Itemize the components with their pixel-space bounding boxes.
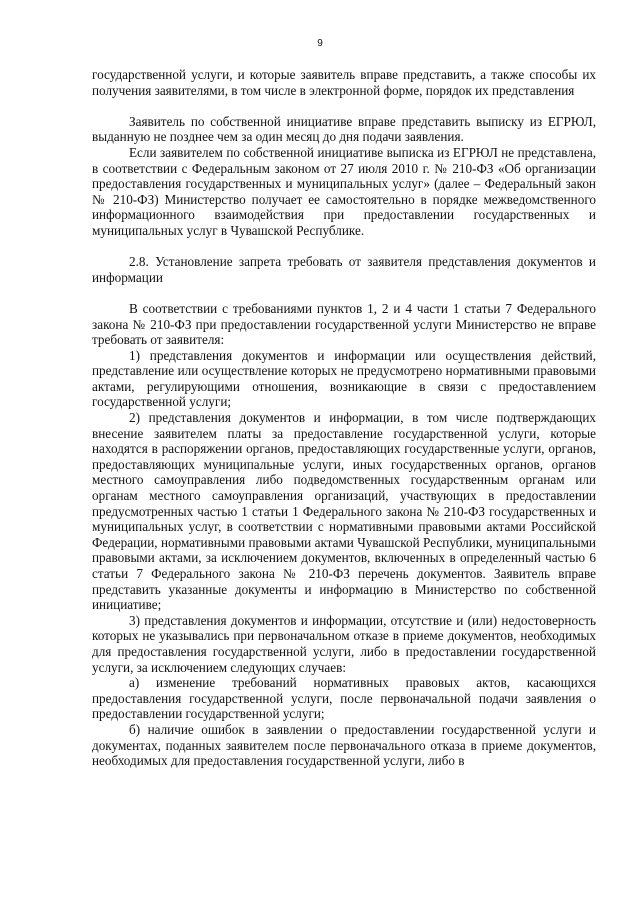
list-item-3: 3) представления документов и информации, отсутствие и (или) недостоверность которых не указывались при первоначальном отказе в приеме документов, необходимых для предоставления государственной услуги, либо в предоставлении государственной услуги, за исключением следующих случаев: bbox=[92, 612, 596, 675]
page-number: 9 bbox=[317, 38, 323, 49]
list-item-3a: а) изменение требований нормативных правовых актов, касающихся предоставления государственной услуги, после первоначальной подачи заявления о предоставлении государственной услуги; bbox=[92, 675, 596, 722]
paragraph-egrul-ministry: Если заявителем по собственной инициативе выписка из ЕГРЮЛ не представлена, в соответствии с Федеральным законом от 27 июля 2010 г. № 210-ФЗ «Об организации предоставления государственных и муниципальных услуг» (далее – Федеральный закон № 210-ФЗ) Министерство получает ее самостоятельно в порядке межведомственного информационного взаимодействия при предоставлении государственных и муниципальных услуг в Чувашской Республике. bbox=[92, 144, 596, 238]
section-heading-2-8: 2.8. Установление запрета требовать от заявителя представления документов и информации bbox=[92, 254, 596, 285]
list-item-2: 2) представления документов и информации, в том числе подтверждающих внесение заявителем платы за предоставление государственной услуги, которые находятся в распоряжении органов, предоставляющих государственные услуги, органов, предоставляющих муниципальные услуги, иных государственных органов, органов местного самоуправления либо подведомственных государственным органам или органам местного самоуправления организаций, участвующих в предоставлении предусмотренных частью 1 статьи 1 Федерального закона № 210-ФЗ государственных и муниципальных услуг, в соответствии с нормативными правовыми актами Российской Федерации, нормативными правовыми актами Чувашской Республики, муниципальными правовыми актами, за исключением документов, включенных в определенный частью 6 статьи 7 Федерального закона № 210-ФЗ перечень документов. Заявитель вправе представить указанные документы и информацию в Министерство по собственной инициативе; bbox=[92, 410, 596, 613]
paragraph-heading-continuation: государственной услуги, и которые заявитель вправе представить, а также способы их получения заявителями, в том числе в электронной форме, порядок их представления bbox=[92, 67, 596, 98]
paragraph-egrul-initiative: Заявитель по собственной инициативе вправе представить выписку из ЕГРЮЛ, выданную не позднее чем за один месяц до дня подачи заявления. bbox=[92, 113, 596, 145]
paragraph-requirements-intro: В соответствии с требованиями пунктов 1, 2 и 4 части 1 статьи 7 Федерального закона № 210-ФЗ при предоставлении государственной услуги Министерство не вправе требовать от заявителя: bbox=[92, 300, 596, 348]
list-item-1: 1) представления документов и информации или осуществления действий, представление или осуществление которых не предусмотрено нормативными правовыми актами, регулирующими отношения, возникающие в связи с предоставлением государственной услуги; bbox=[92, 347, 596, 410]
list-item-3b: б) наличие ошибок в заявлении о предоставлении государственной услуги и документах, поданных заявителем после первоначального отказа в приеме документов, необходимых для предоставления государственной услуги, либо в bbox=[92, 721, 596, 769]
document-body bbox=[92, 67, 596, 769]
